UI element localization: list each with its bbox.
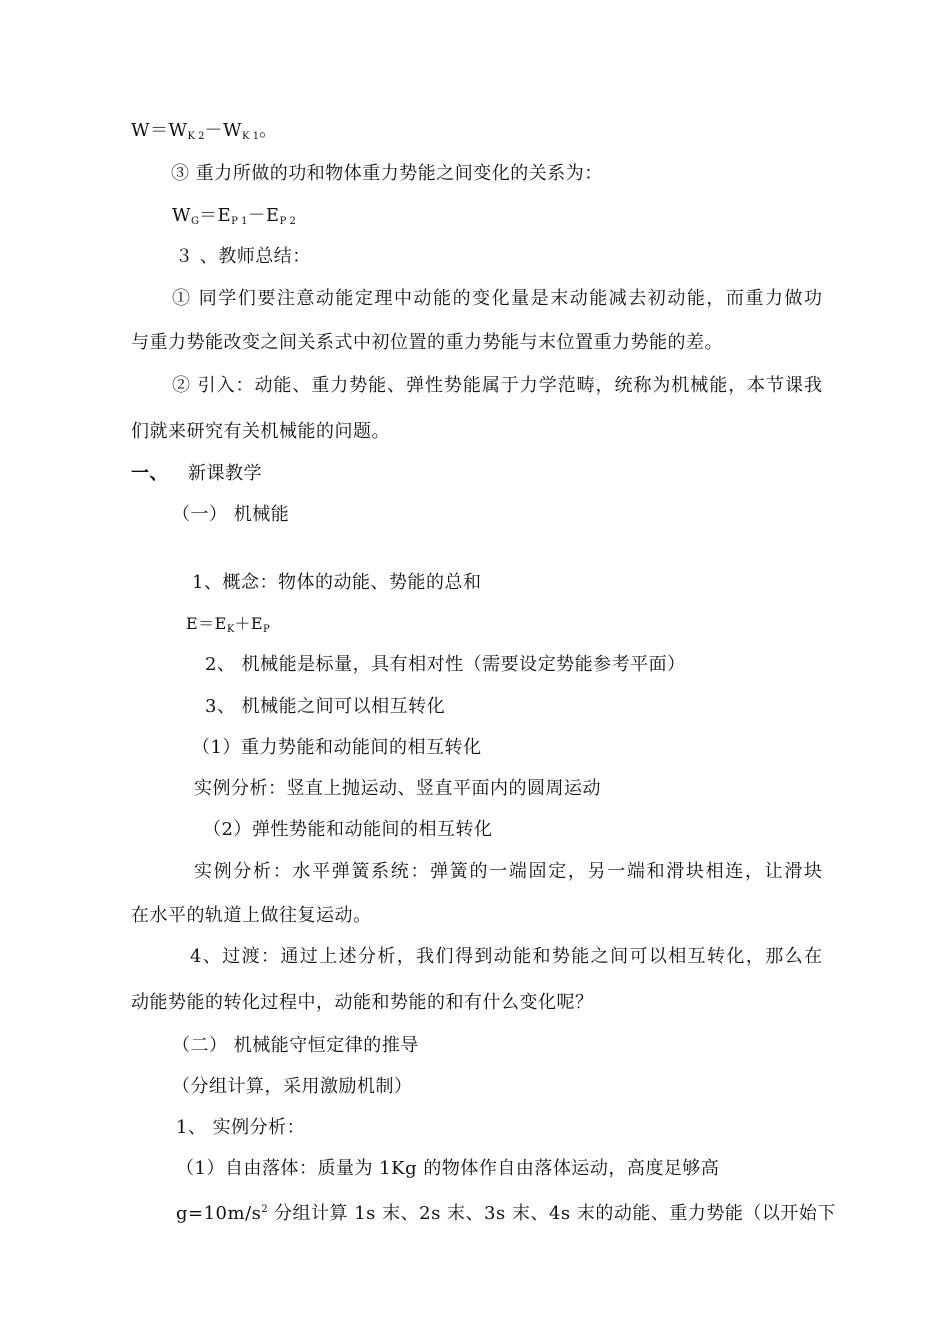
- concept-definition: 1、概念：物体的动能、势能的总和: [192, 572, 482, 593]
- example-1: 实例分析：竖直上抛运动、竖直平面内的圆周运动: [194, 778, 601, 799]
- subsection-two-heading: （二） 机械能守恒定律的推导: [172, 1035, 419, 1056]
- formula-minus-part: －W: [204, 120, 243, 141]
- item3-gravity-work: ③ 重力所做的功和物体重力势能之间变化的关系为：: [171, 163, 603, 184]
- subscript-k1: K 1: [242, 131, 260, 142]
- summary-2-line1: ② 引入：动能、重力势能、弹性势能属于力学范畴，统称为机械能，本节课我: [172, 375, 822, 396]
- subscript-p: P: [263, 624, 270, 635]
- formula-mechanical-energy: [186, 612, 270, 642]
- gravity-calc-text: 分组计算 1s 末、2s 末、3s 末、4s 末的动能、重力势能（以开始下: [267, 1203, 836, 1224]
- formula-plus-part: ＋E: [234, 614, 264, 633]
- formula-w-part: W＝W: [131, 120, 188, 141]
- section-one-title: 新课教学: [188, 463, 262, 484]
- formula-minus: －E: [247, 205, 280, 226]
- formula-eq: ＝E: [199, 205, 232, 226]
- section-one-number: 一、: [131, 463, 168, 484]
- summary-2-line2: 们就来研究有关机械能的问题。: [131, 421, 390, 442]
- summary-1-line2: 与重力势能改变之间关系式中初位置的重力势能与末位置重力势能的差。: [131, 332, 723, 353]
- group-calculation-note: （分组计算，采用激励机制）: [172, 1076, 413, 1097]
- formula-wg: W: [172, 205, 192, 226]
- formula-work-kinetic: [131, 119, 278, 149]
- teacher-summary-heading: ３ 、教师总结：: [175, 246, 311, 267]
- section-one-heading: [131, 462, 262, 486]
- point-2-scalar: 2、 机械能是标量，具有相对性（需要设定势能参考平面）: [205, 654, 686, 675]
- point-3-conversion: 3、 机械能之间可以相互转化: [205, 696, 446, 717]
- transition-line1: 4、过渡：通过上述分析，我们得到动能和势能之间可以相互转化，那么在: [190, 946, 822, 967]
- subscript-p1: P 1: [231, 216, 248, 227]
- example-2-line1: 实例分析：水平弹簧系统：弹簧的一端固定，另一端和滑块相连，让滑块: [194, 861, 822, 882]
- case-analysis-heading: 1、 实例分析：: [176, 1117, 306, 1138]
- gravity-calculation: [176, 1198, 836, 1226]
- subscript-k: K: [226, 624, 235, 635]
- formula-gravity-work: [172, 204, 296, 234]
- subscript-g: G: [191, 216, 200, 227]
- summary-1-line1: ① 同学们要注意动能定理中动能的变化量是末动能减去初动能，而重力做功: [172, 288, 822, 309]
- conversion-1-heading: （1）重力势能和动能间的相互转化: [192, 737, 482, 758]
- free-fall-example: （1）自由落体：质量为 1Kg 的物体作自由落体运动，高度足够高: [176, 1158, 720, 1179]
- subsection-one-heading: （一） 机械能: [172, 504, 290, 525]
- gravity-value: g=10m/s: [176, 1203, 262, 1224]
- subscript-k2: K 2: [187, 131, 205, 142]
- gravity-exponent: 2: [261, 1204, 268, 1215]
- subscript-p2: P 2: [279, 216, 296, 227]
- formula-e-part: E＝E: [186, 614, 227, 633]
- formula-end: 。: [259, 120, 278, 141]
- transition-line2: 动能势能的转化过程中，动能和势能的和有什么变化呢？: [131, 992, 594, 1013]
- conversion-2-heading: （2）弹性势能和动能间的相互转化: [203, 819, 493, 840]
- example-2-line2: 在水平的轨道上做往复运动。: [131, 905, 372, 926]
